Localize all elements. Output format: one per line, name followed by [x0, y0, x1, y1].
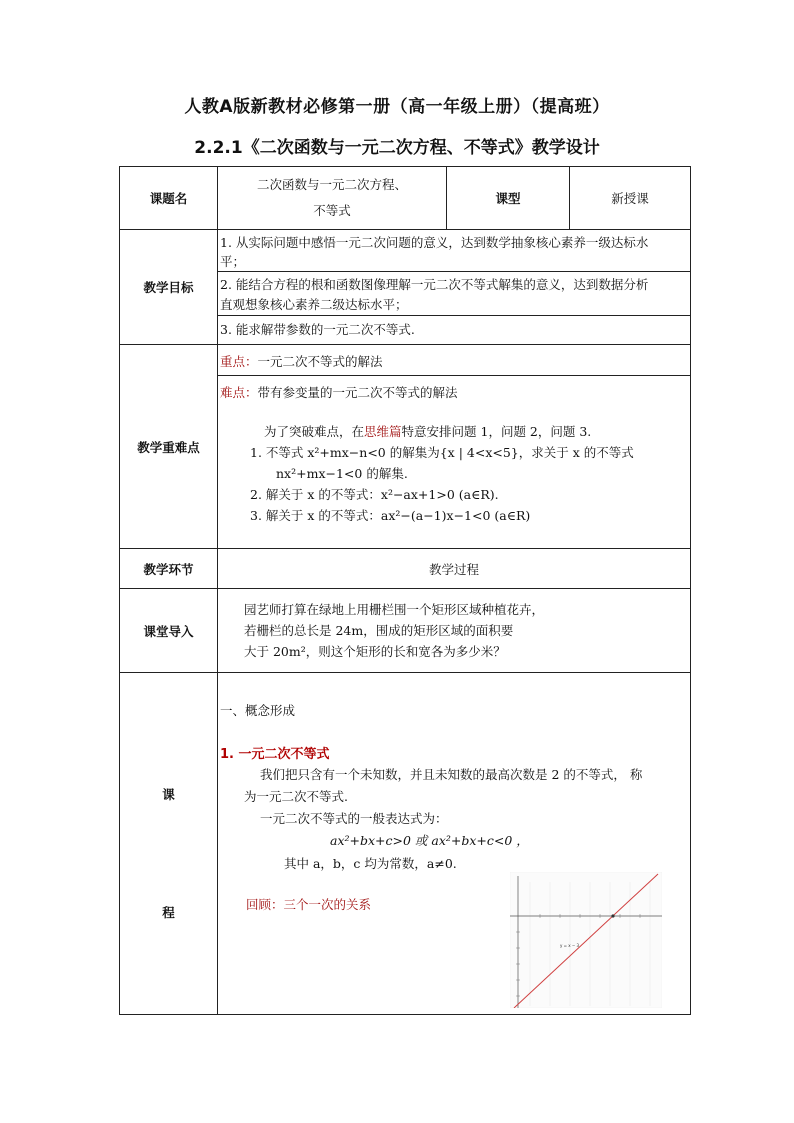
focus-text: 一元二次不等式的解法 — [257, 354, 383, 369]
general-form-label: 一元二次不等式的一般表达式为： — [260, 811, 448, 826]
intro-content — [218, 589, 691, 673]
objectives-row — [120, 230, 691, 345]
keypoints-row — [120, 345, 691, 549]
objective-3: 3. 能求解带参数的一元二次不等式. — [218, 315, 690, 343]
section-heading: 一、概念形成 — [220, 703, 296, 718]
graph-function-label: y = x − 3 — [560, 943, 580, 948]
objective-1 — [218, 230, 690, 271]
difficulty-line — [220, 383, 688, 401]
definition-line1: 我们把只含有一个未知数，并且未知数的最高次数是 2 的不等式， 称 — [260, 767, 643, 782]
topic-row — [120, 167, 691, 230]
problem-1-line1: 1. 不等式 x²+mx−n<0 的解集为{x | 4<x<5}，求关于 x 的不等式 — [250, 445, 634, 460]
intro-b: 特意安排问题 1，问题 2，问题 3. — [401, 424, 592, 439]
topic-value-line1: 二次函数与一元二次方程、 — [256, 177, 407, 192]
process-header-row — [120, 549, 691, 589]
objective-2 — [218, 271, 690, 315]
type-label: 课型 — [447, 167, 570, 230]
objective-2-line2: 直观想象核心素养二级达标水平； — [220, 297, 408, 312]
topic-label: 课题名 — [120, 167, 218, 230]
focus-line — [218, 345, 690, 375]
intro-label: 课堂导入 — [120, 589, 218, 673]
coefficient-note: 其中 a，b，c 均为常数，a≠0. — [284, 856, 457, 871]
course-label-2: 程 — [162, 905, 175, 920]
process-value: 教学过程 — [218, 549, 691, 589]
concept-heading: 1. 一元二次不等式 — [220, 747, 330, 762]
course-label-1: 课 — [162, 787, 175, 802]
intro-highlight: 思维篇 — [364, 424, 402, 439]
objectives-label: 教学目标 — [120, 230, 218, 345]
course-label-cell — [120, 673, 218, 1015]
definition-line2: 为一元二次不等式. — [244, 789, 348, 804]
topic-value-line2: 不等式 — [313, 203, 351, 218]
problem-3: 3. 解关于 x 的不等式：ax²−(a−1)x−1<0 (a∈R) — [250, 508, 531, 523]
general-formula: ax²+bx+c>0 或 ax²+bx+c<0 ， — [330, 833, 529, 848]
course-content — [218, 673, 691, 1015]
intro-line2: 若栅栏的总长是 24m，围成的矩形区域的面积要 — [244, 623, 514, 638]
difficulty-block — [218, 375, 690, 547]
linear-function-graph — [510, 872, 662, 1008]
objective-2-line1: 2. 能结合方程的根和函数图像理解一元二次不等式解集的意义，达到数据分析 — [220, 277, 649, 292]
intro-line3: 大于 20m²，则这个矩形的长和宽各为多少米？ — [244, 644, 506, 659]
document-subtitle: 2.2.1《二次函数与一元二次方程、不等式》教学设计 — [194, 138, 600, 158]
objectives-content — [218, 230, 691, 345]
review-label — [246, 895, 371, 913]
objective-1-line1: 1. 从实际问题中感悟一元二次问题的意义，达到数学抽象核心素养一级达标水 — [220, 235, 649, 250]
keypoints-content — [218, 345, 691, 549]
problem-2: 2. 解关于 x 的不等式：x²−ax+1>0 (a∈R). — [250, 487, 499, 502]
difficulty-text: 带有参变量的一元二次不等式的解法 — [257, 385, 458, 400]
review-text: 回顾：三个一次的关系 — [246, 897, 372, 912]
topic-value — [218, 167, 447, 230]
objective-1-line2: 平； — [220, 254, 246, 269]
document-title: 人教A版新教材必修第一册（高一年级上册）（提高班） — [184, 97, 610, 117]
process-label: 教学环节 — [120, 549, 218, 589]
lesson-plan-table — [119, 166, 691, 1015]
difficulty-intro — [220, 421, 688, 442]
problem-1-line2: nx²+mx−1<0 的解集. — [276, 466, 408, 481]
keypoints-label: 教学重难点 — [120, 345, 218, 549]
intro-line1: 园艺师打算在绿地上用栅栏围一个矩形区域种植花卉， — [244, 602, 545, 617]
type-value: 新授课 — [570, 167, 691, 230]
intro-row — [120, 589, 691, 673]
intro-a: 为了突破难点，在 — [264, 424, 365, 439]
focus-label: 重点： — [220, 354, 258, 369]
x-intercept-point — [611, 914, 614, 917]
course-row — [120, 673, 691, 1015]
difficulty-label: 难点： — [220, 385, 258, 400]
